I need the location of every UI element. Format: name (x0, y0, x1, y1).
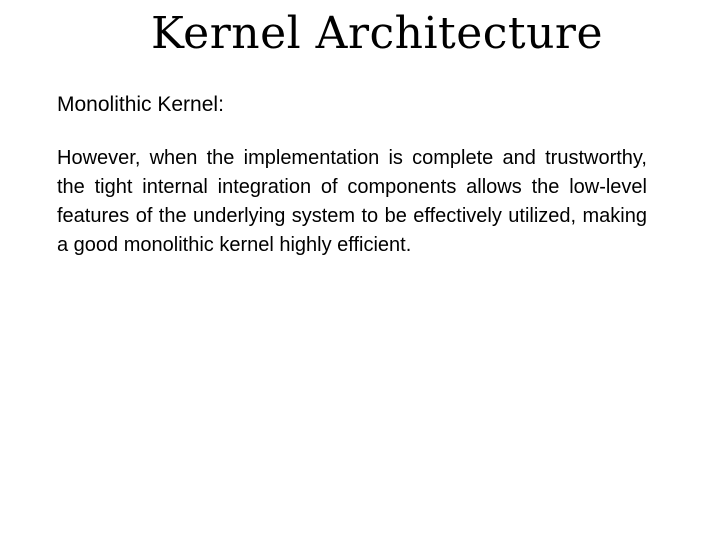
body-paragraph: However, when the implementation is complete and trustworthy, the tight internal integration of components allows the low-level features of the underlying system to be effectively utilized, making a good monolithic kernel highly efficient. (57, 147, 647, 256)
slide-title: Kernel Architecture (150, 8, 603, 59)
section-heading: Monolithic Kernel: (57, 93, 224, 116)
